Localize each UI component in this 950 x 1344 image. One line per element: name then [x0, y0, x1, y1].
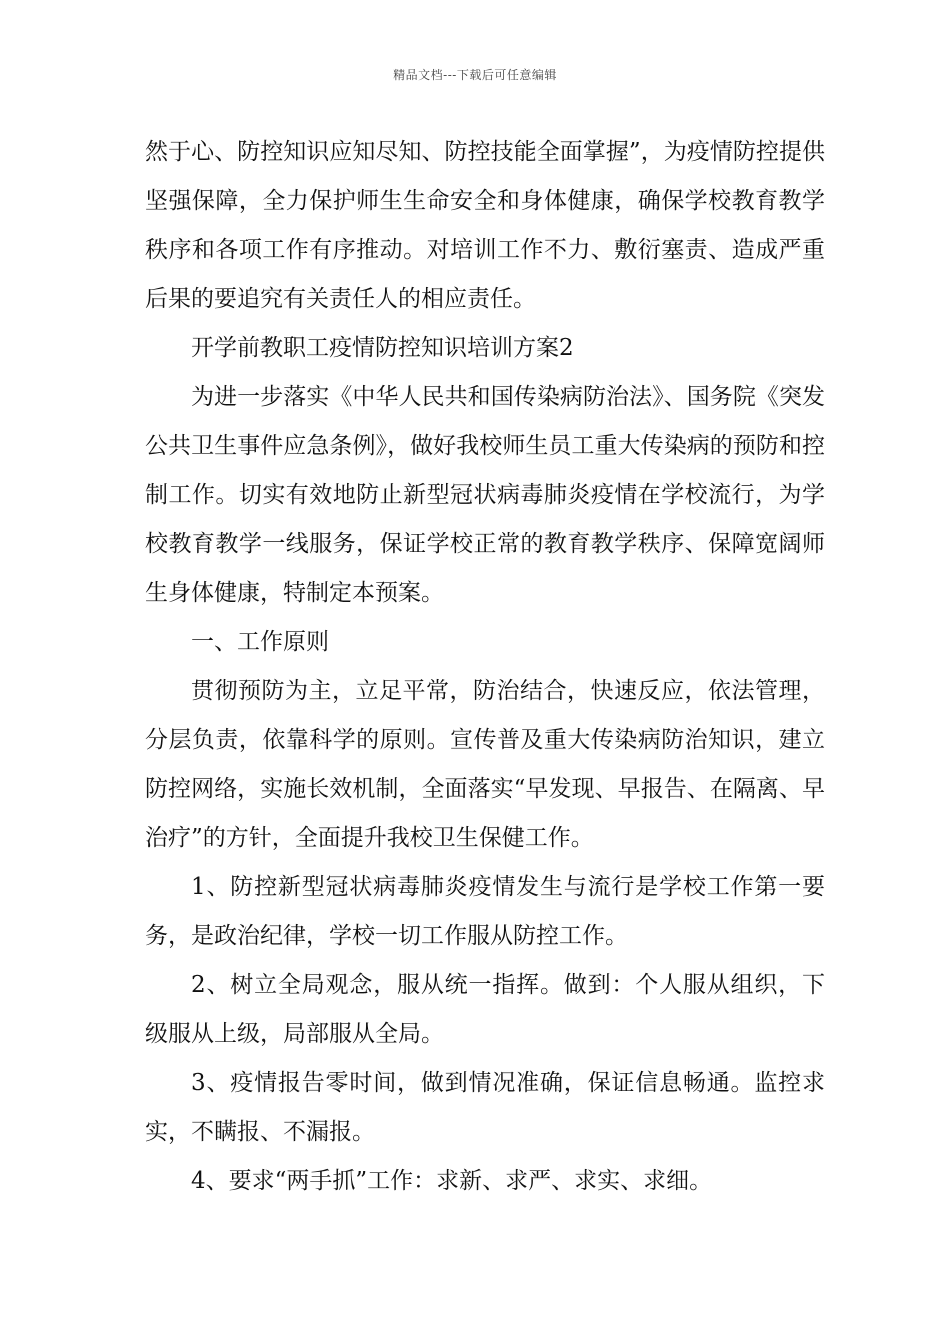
list-item-4: 4、要求“两手抓”工作：求新、求严、求实、求细。	[191, 1168, 713, 1194]
section-heading-principles: 一、工作原则	[191, 629, 329, 655]
page-header: 精品文档---下载后可任意编辑	[393, 68, 557, 82]
list-item-3: 3、疫情报告零时间，做到情况准确，保证信息畅通。监控求实，不瞒报、不漏报。	[145, 1070, 825, 1145]
paragraph-principles: 贯彻预防为主，立足平常，防治结合，快速反应，依法管理，分层负责，依靠科学的原则。宣传普及重大传染病防治知识，建立防控网络，实施长效机制，全面落实“早发现、早报告、在隔离、早治疗”的方针，全面提升我校卫生保健工作。	[145, 678, 825, 851]
paragraph-intro: 为进一步落实《中华人民共和国传染病防治法》、国务院《突发公共卫生事件应急条例》，做好我校师生员工重大传染病的预防和控制工作。切实有效地防止新型冠状病毒肺炎疫情在学校流行，为学校教育教学一线服务，保证学校正常的教育教学秩序、保障宽阔师生身体健康，特制定本预案。	[145, 384, 825, 606]
list-item-1: 1、防控新型冠状病毒肺炎疫情发生与流行是学校工作第一要务，是政治纪律，学校一切工作服从防控工作。	[145, 874, 825, 949]
document-body	[145, 128, 825, 1206]
list-item-2: 2、树立全局观念，服从统一指挥。做到：个人服从组织，下级服从上级，局部服从全局。	[145, 972, 825, 1047]
section-title: 开学前教职工疫情防控知识培训方案2	[191, 335, 574, 361]
paragraph-continuation: 然于心、防控知识应知尽知、防控技能全面掌握”，为疫情防控提供坚强保障，全力保护师生生命安全和身体健康，确保学校教育教学秩序和各项工作有序推动。对培训工作不力、敷衍塞责、造成严重后果的要追究有关责任人的相应责任。	[145, 139, 825, 312]
